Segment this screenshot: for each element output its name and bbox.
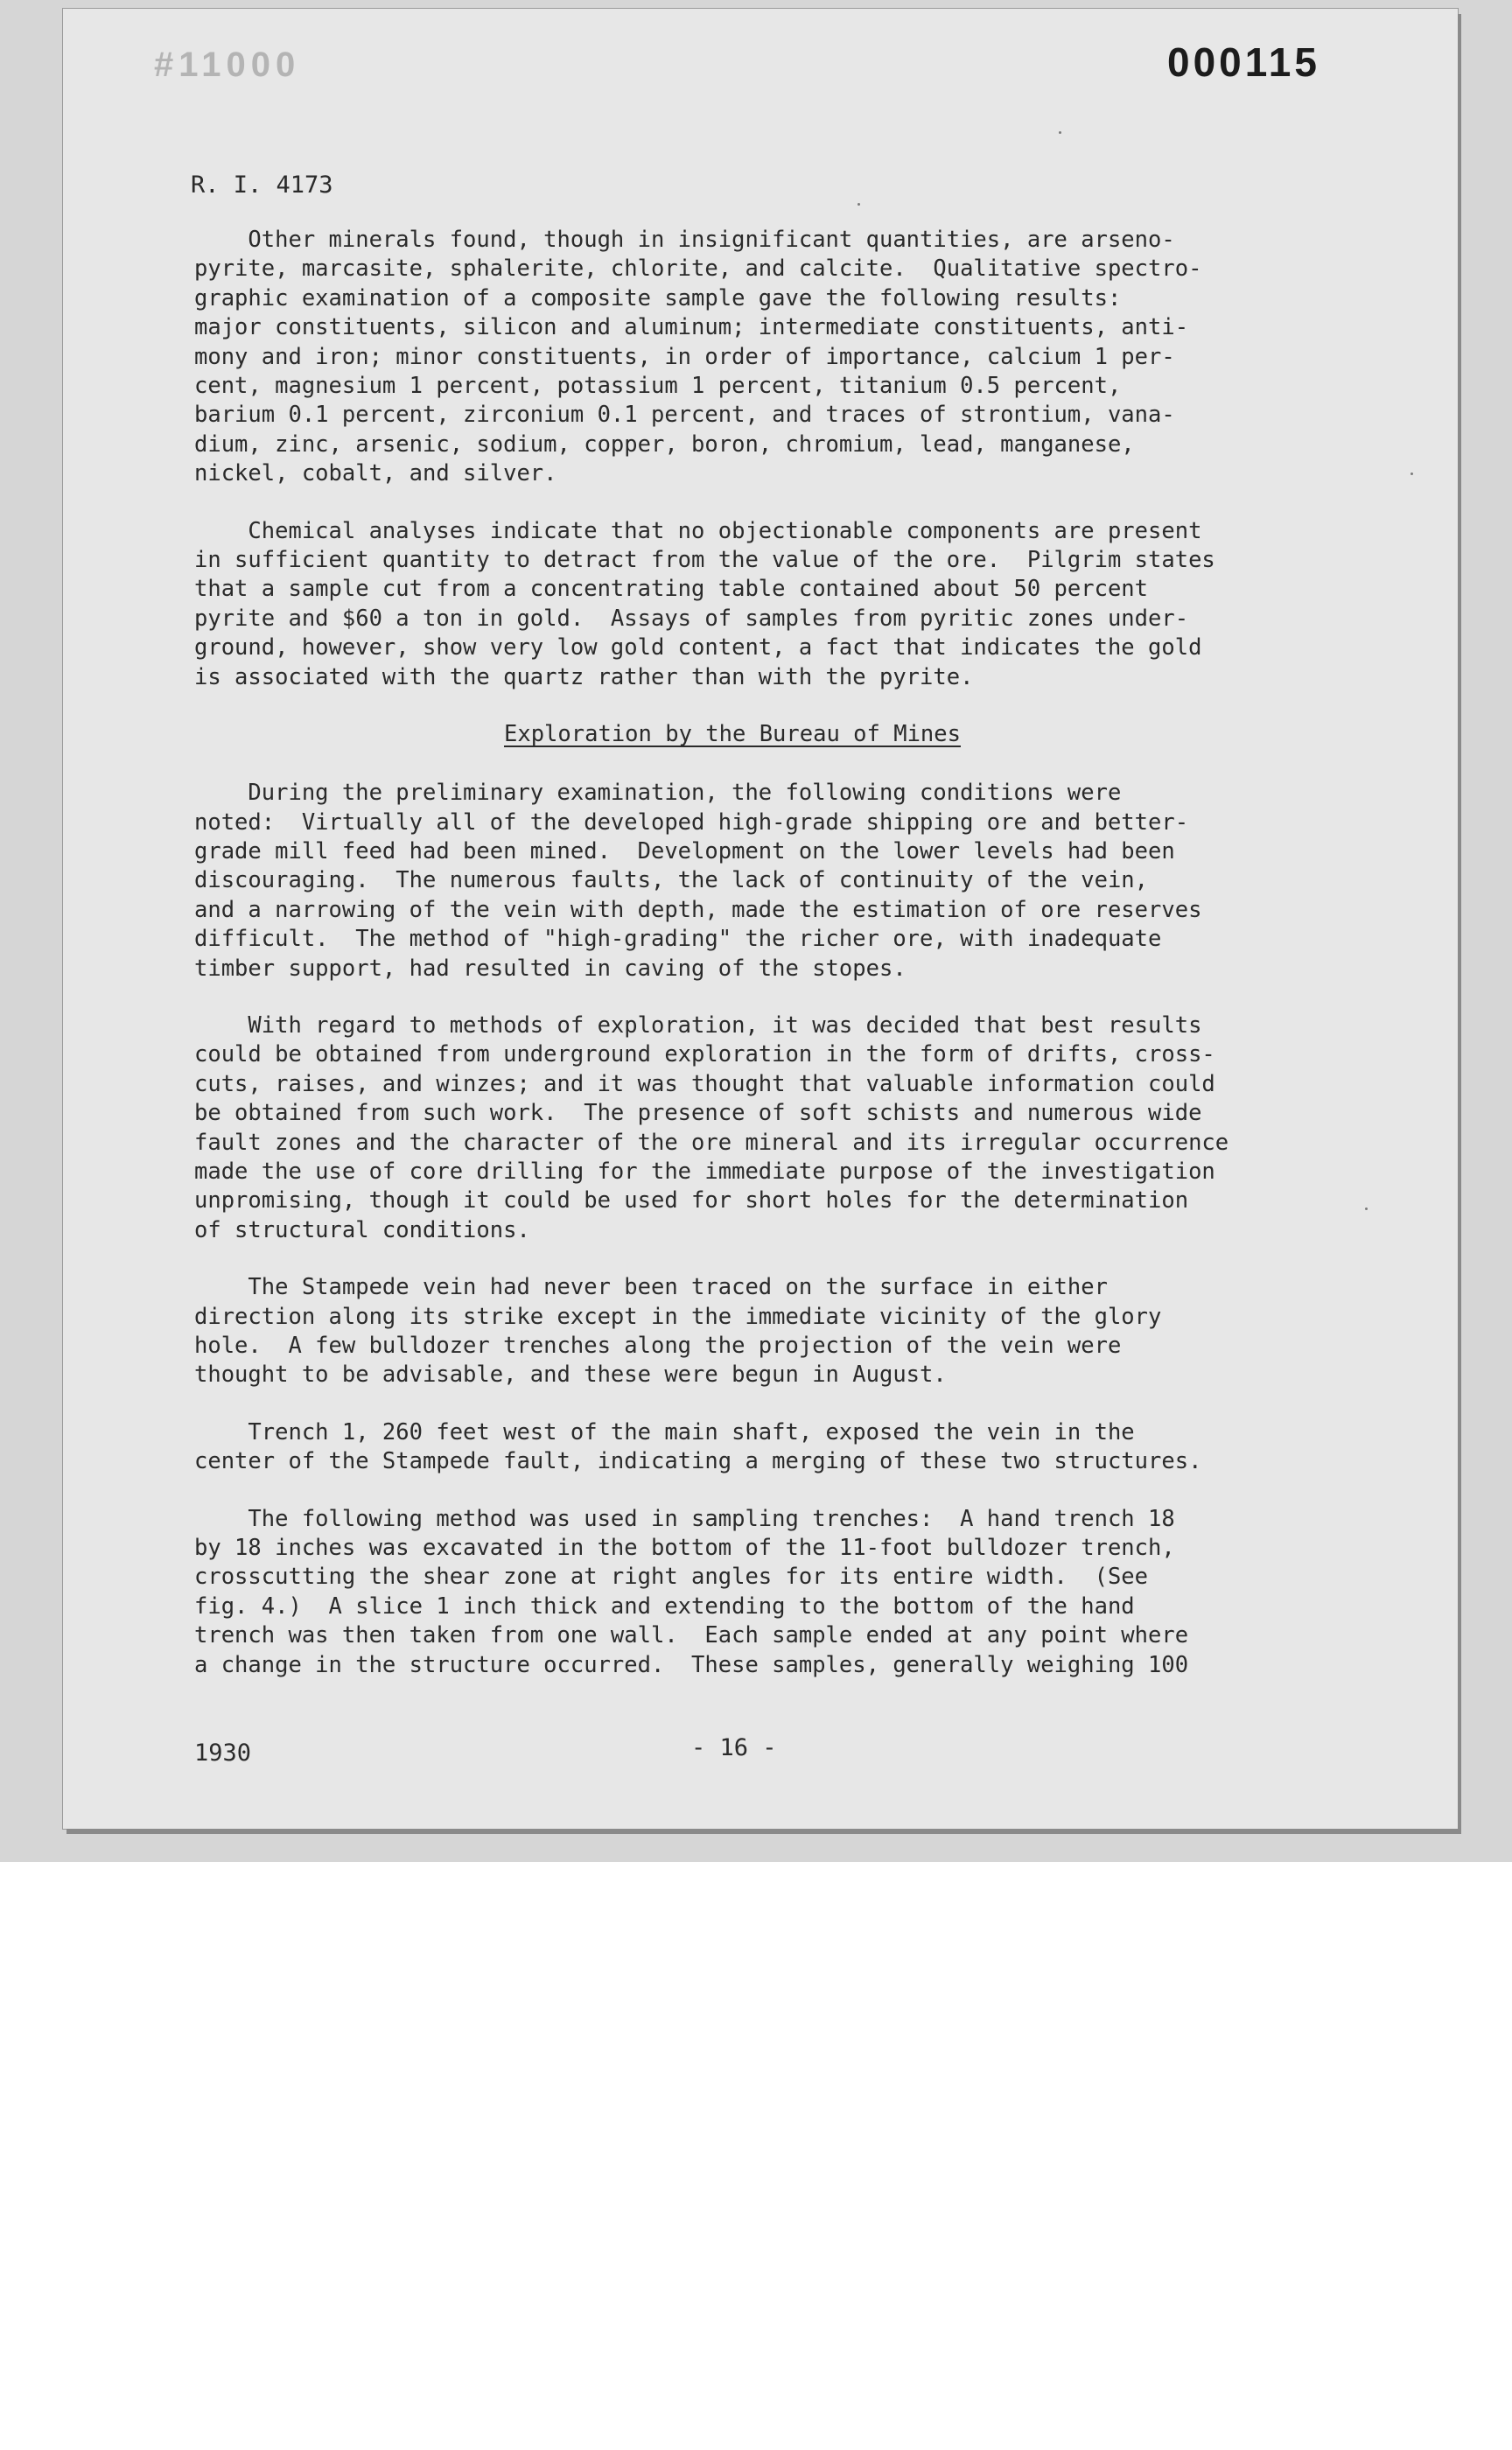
paragraph [194, 517, 1332, 692]
text-line: in sufficient quantity to detract from the value of the ore. Pilgrim states [194, 547, 1215, 574]
text-line: difficult. The method of "high-grading" the richer ore, with inadequate [194, 926, 1162, 953]
text-line: During the preliminary examination, the following conditions were [194, 780, 1122, 807]
text-line: grade mill feed had been mined. Development on the lower levels had been [194, 837, 1175, 864]
text-line: trench was then taken from one wall. Each sample ended at any point where [194, 1622, 1189, 1649]
footer-code: 1930 [194, 1740, 252, 1767]
text-line: nickel, cobalt, and silver. [194, 460, 557, 487]
text-line: mony and iron; minor constituents, in order of importance, calcium 1 per- [194, 343, 1175, 370]
text-line: pyrite, marcasite, sphalerite, chlorite, and calcite. Qualitative spectro- [194, 256, 1202, 283]
text-line: direction along its strike except in the immediate vicinity of the glory [194, 1303, 1162, 1330]
text-line: is associated with the quartz rather than with the pyrite. [194, 663, 974, 690]
text-line: could be obtained from underground exploration in the form of drifts, cross- [194, 1041, 1215, 1068]
text-line: and a narrowing of the vein with depth, made the estimation of ore reserves [194, 896, 1202, 923]
file-number-stamp: #11000 [154, 46, 301, 84]
paragraphs-after-heading [194, 779, 1332, 1680]
text-line: With regard to methods of exploration, it was decided that best results [194, 1012, 1202, 1039]
text-line: barium 0.1 percent, zirconium 0.1 percent, and traces of strontium, vana- [194, 402, 1175, 429]
text-line: hole. A few bulldozer trenches along the projection of the vein were [194, 1333, 1122, 1359]
text-line: graphic examination of a composite sample gave the following results: [194, 284, 1122, 312]
paragraphs-before-heading [194, 226, 1332, 692]
text-line: ground, however, show very low gold content, a fact that indicates the gold [194, 634, 1202, 662]
paragraph [194, 779, 1332, 984]
scan-speck [1365, 1208, 1368, 1210]
text-line: fig. 4.) A slice 1 inch thick and extending to the bottom of the hand [194, 1592, 1135, 1620]
document-body [194, 226, 1332, 1708]
text-line: discouraging. The numerous faults, the lack of continuity of the vein, [194, 867, 1149, 894]
text-line: be obtained from such work. The presence of soft schists and numerous wide [194, 1100, 1202, 1127]
text-line: crosscutting the shear zone at right angles for its entire width. (See [194, 1564, 1149, 1591]
scan-speck [858, 203, 860, 206]
report-identifier: R. I. 4173 [191, 172, 333, 199]
text-line: of structural conditions. [194, 1216, 530, 1243]
text-line: Other minerals found, though in insignificant quantities, are arseno- [194, 227, 1175, 253]
text-line: noted: Virtually all of the developed high-grade shipping ore and better- [194, 808, 1189, 836]
text-line: major constituents, silicon and aluminum; intermediate constituents, anti- [194, 314, 1189, 341]
text-line: cuts, raises, and winzes; and it was thought that valuable information could [194, 1070, 1215, 1097]
text-line: a change in the structure occurred. These samples, generally weighing 100 [194, 1651, 1189, 1678]
scan-speck [1059, 131, 1061, 134]
text-line: pyrite and $60 a ton in gold. Assays of samples from pyritic zones under- [194, 605, 1189, 632]
page-sequence-stamp: 000115 [1167, 39, 1320, 85]
paragraph [194, 226, 1332, 489]
paragraph [194, 1012, 1332, 1245]
text-line: Chemical analyses indicate that no objectionable components are present [194, 517, 1202, 544]
paragraph [194, 1418, 1332, 1477]
text-line: fault zones and the character of the ore mineral and its irregular occurrence [194, 1129, 1229, 1156]
scan-speck [1410, 472, 1413, 475]
text-line: unpromising, though it could be used for short holes for the determination [194, 1187, 1189, 1214]
text-line: Trench 1, 260 feet west of the main shaft, exposed the vein in the [194, 1418, 1135, 1446]
page-number: - 16 - [691, 1734, 777, 1761]
text-line: timber support, had resulted in caving of the stopes. [194, 955, 906, 982]
text-line: center of the Stampede fault, indicating a merging of these two structures. [194, 1448, 1202, 1475]
text-line: dium, zinc, arsenic, sodium, copper, boron, chromium, lead, manganese, [194, 430, 1135, 458]
text-line: cent, magnesium 1 percent, potassium 1 percent, titanium 0.5 percent, [194, 373, 1122, 400]
text-line: The Stampede vein had never been traced on the surface in either [194, 1274, 1108, 1301]
text-line: made the use of core drilling for the immediate purpose of the investigation [194, 1158, 1215, 1185]
section-heading: Exploration by the Bureau of Mines [504, 721, 961, 748]
text-line: by 18 inches was excavated in the bottom of the 11-foot bulldozer trench, [194, 1535, 1175, 1562]
text-line: thought to be advisable, and these were begun in August. [194, 1362, 947, 1389]
paragraph [194, 1273, 1332, 1390]
text-line: that a sample cut from a concentrating table contained about 50 percent [194, 576, 1149, 603]
paragraph [194, 1505, 1332, 1680]
text-line: The following method was used in sampling trenches: A hand trench 18 [194, 1505, 1175, 1532]
